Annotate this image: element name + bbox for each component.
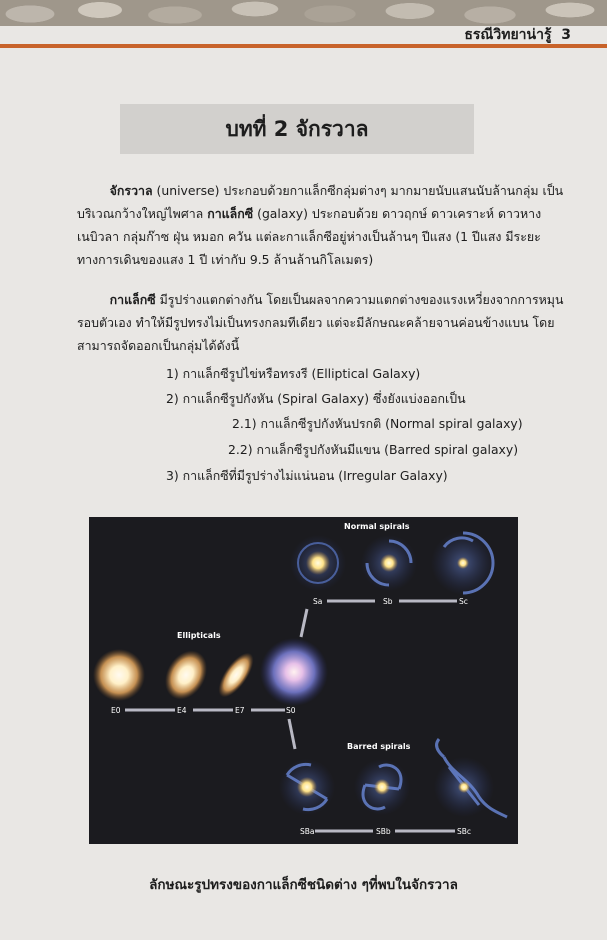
galaxy-sc [431, 531, 495, 595]
paragraph-galaxy-shape [77, 288, 577, 357]
paragraph-galaxy-shape-text: มีรูปร่างแตกต่างกัน โดยเป็นผลจากความแตกต่างของแรงเหวี่ยงจากการหมุนรอบตัวเอง ทำให้มีรูปทรงไม่เป็นทรงกลมทีเดียว แต่จะมีลักษณะคล้ายจานค่อนข้างแบน โดยสามารถจัดออกเป็นกลุ่มได้ดังนี้ [77, 292, 564, 353]
galaxy-sbb [354, 759, 410, 815]
galaxy-sb [361, 535, 417, 591]
hubble-tuning-fork-diagram [89, 517, 518, 844]
label-sbb: SBb [376, 827, 391, 836]
galaxy-e0 [93, 649, 145, 701]
list-item: 1) กาแล็กซีรูปไข่หรือทรงรี (Elliptical Galaxy) [166, 366, 421, 381]
galaxy-sa [290, 535, 346, 591]
term-galaxy-2: กาแล็กซี [109, 292, 156, 307]
label-barred-spirals: Barred spirals [347, 742, 411, 751]
label-ellipticals: Ellipticals [177, 631, 221, 640]
term-galaxy: กาแล็กซี [207, 206, 254, 221]
running-title: ธรณีวิทยาน่ารู้ [464, 27, 552, 43]
header-stone-banner [0, 0, 607, 26]
paragraph-universe-text-2: (galaxy) ประกอบด้วย ดาวฤกษ์ ดาวเคราะห์ ดาวหางเนบิวลา กลุ่มก๊าซ ฝุ่น หมอก ควัน แต่ละกาแล็กซีอยู่ห่างเป็นล้านๆ ปีแสง (1 ปีแสง มีระยะทางการเดินของแสง 1 ปี เท่ากับ 9.5 ล้านล้านกิโลเมตร) [77, 206, 542, 267]
list-item: 2) กาแล็กซีรูปกังหัน (Spiral Galaxy) ซึ่งยังแบ่งออกเป็น [166, 391, 466, 406]
running-header [464, 24, 571, 46]
paragraph-universe-text-1: (universe) ประกอบด้วยกาแล็กซีกลุ่มต่างๆ มากมายนับแสนนับล้านกลุ่ม เป็นบริเวณกว้างใหญ่ไพศาล [77, 183, 564, 221]
label-sa: Sa [313, 597, 323, 606]
list-item: 3) กาแล็กซีที่มีรูปร่างไม่แน่นอน (Irregular Galaxy) [166, 468, 448, 483]
galaxy-e4 [157, 643, 216, 707]
label-sba: SBa [300, 827, 315, 836]
galaxy-s0 [260, 638, 328, 706]
label-e7: E7 [235, 706, 245, 715]
label-sc: Sc [459, 597, 468, 606]
chapter-title: บทที่ 2 จักรวาล [225, 116, 369, 141]
list-item: 2.1) กาแล็กซีรูปกังหันปรกติ (Normal spiral galaxy) [232, 416, 523, 431]
label-e4: E4 [177, 706, 187, 715]
galaxy-sba [279, 759, 335, 815]
header-rule [0, 44, 607, 48]
figure-caption: ลักษณะรูปทรงของกาแล็กซีชนิดต่าง ๆที่พบในจักรวาล [149, 877, 458, 893]
label-e0: E0 [111, 706, 121, 715]
label-sbc: SBc [457, 827, 472, 836]
galaxy-e7 [212, 647, 260, 702]
paragraph-universe [77, 179, 577, 271]
label-s0: S0 [286, 706, 296, 715]
term-universe: จักรวาล [109, 183, 153, 198]
list-item: 2.2) กาแล็กซีรูปกังหันมีแขน (Barred spiral galaxy) [228, 442, 519, 457]
galaxy-classification-figure [89, 517, 518, 844]
label-normal-spirals: Normal spirals [344, 522, 410, 531]
label-sb: Sb [383, 597, 393, 606]
galaxy-sbc [434, 739, 507, 817]
chapter-heading-band [120, 104, 474, 154]
page-number: 3 [561, 27, 571, 43]
